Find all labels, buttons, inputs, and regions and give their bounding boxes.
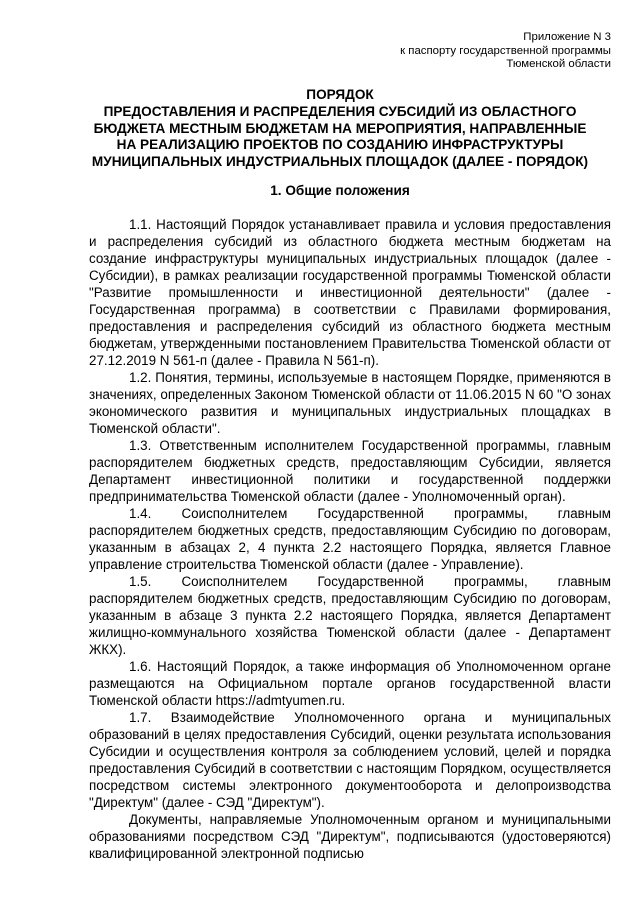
paragraph-1-4: 1.4. Соисполнителем Государственной программы, главным распорядителем бюджетных средств, предоставляющим Субсидию по договорам, указанным в абзацах 2, 4 пункта 2.2 настоящего Порядка, является Главное управление строительства Тюменской области (далее - Управление).	[89, 506, 611, 572]
paragraph-1-3: 1.3. Ответственным исполнителем Государственной программы, главным распорядителем бюджетных средств, предоставляющим Субсидии, является Департамент инвестиционной политики и государственной поддержки предпринимательства Тюменской области (далее - Уполномоченный орган).	[89, 438, 611, 504]
paragraph-1-1: 1.1. Настоящий Порядок устанавливает правила и условия предоставления и распределения субсидий из областного бюджета местным бюджетам на создание инфраструктуры муниципальных индустриальных площадок (далее - Субсидии), в рамках реализации государственной программы Тюменской области "Развитие промышленности и инвестиционной деятельности" (далее - Государственная программа) в соответствии с Правилами формирования, предоставления и распределения субсидий из областного бюджета местным бюджетам, утвержденными постановлением Правительства Тюменской области от 27.12.2019 N 561-п (далее - Правила N 561-п).	[89, 217, 611, 368]
title-line-3: БЮДЖЕТА МЕСТНЫМ БЮДЖЕТАМ НА МЕРОПРИЯТИЯ, НАПРАВЛЕННЫЕ	[93, 120, 587, 136]
paragraph-1-2: 1.2. Понятия, термины, используемые в настоящем Порядке, применяются в значениях, определенных Законом Тюменской области от 11.06.2015 N 60 "О зонах экономического развития и муниципальных индустриальных площадках в Тюменской области".	[89, 370, 611, 436]
document-body	[89, 216, 611, 862]
appendix-note	[311, 31, 611, 72]
paragraph-1-6: 1.6. Настоящий Порядок, а также информация об Уполномоченном органе размещаются на Официальном портале органов государственной власти Тюменской области https://admtyumen.ru.	[89, 659, 611, 708]
title-line-5: МУНИЦИПАЛЬНЫХ ИНДУСТРИАЛЬНЫХ ПЛОЩАДОК (ДАЛЕЕ - ПОРЯДОК)	[91, 154, 589, 170]
title-line-2: ПРЕДОСТАВЛЕНИЯ И РАСПРЕДЕЛЕНИЯ СУБСИДИЙ ИЗ ОБЛАСТНОГО	[103, 103, 577, 119]
appendix-line-3: Тюменской области	[506, 58, 611, 71]
title-line-4: НА РЕАЛИЗАЦИЮ ПРОЕКТОВ ПО СОЗДАНИЮ ИНФРАСТРУКТУРЫ	[116, 137, 564, 153]
title-line-1: ПОРЯДОК	[306, 87, 374, 102]
document-title	[60, 87, 620, 171]
paragraph-1-7-continued: Документы, направляемые Уполномоченным органом и муниципальными образованиями посредством СЭД "Директум", подписываются (удостоверяются) квалифицированной электронной подписью	[89, 812, 611, 861]
section-heading: 1. Общие положения	[270, 183, 410, 198]
paragraph-1-7: 1.7. Взаимодействие Уполномоченного органа и муниципальных образований в целях предоставления Субсидий, оценки результата использования Субсидии и осуществления контроля за соблюдением условий, целей и порядка предоставления Субсидий в соответствии с настоящим Порядком, осуществляется посредством системы электронного документооборота и делопроизводства "Директум" (далее - СЭД "Директум").	[89, 710, 611, 810]
appendix-line-2: к паспорту государственной программы	[400, 44, 611, 57]
paragraph-1-5: 1.5. Соисполнителем Государственной программы, главным распорядителем бюджетных средств, предоставляющим Субсидию по договорам, указанным в абзаце 3 пункта 2.2 настоящего Порядка, является Департамент жилищно-коммунального хозяйства Тюменской области (далее - Департамент ЖКХ).	[89, 574, 611, 657]
appendix-line-1: Приложение N 3	[523, 31, 611, 43]
